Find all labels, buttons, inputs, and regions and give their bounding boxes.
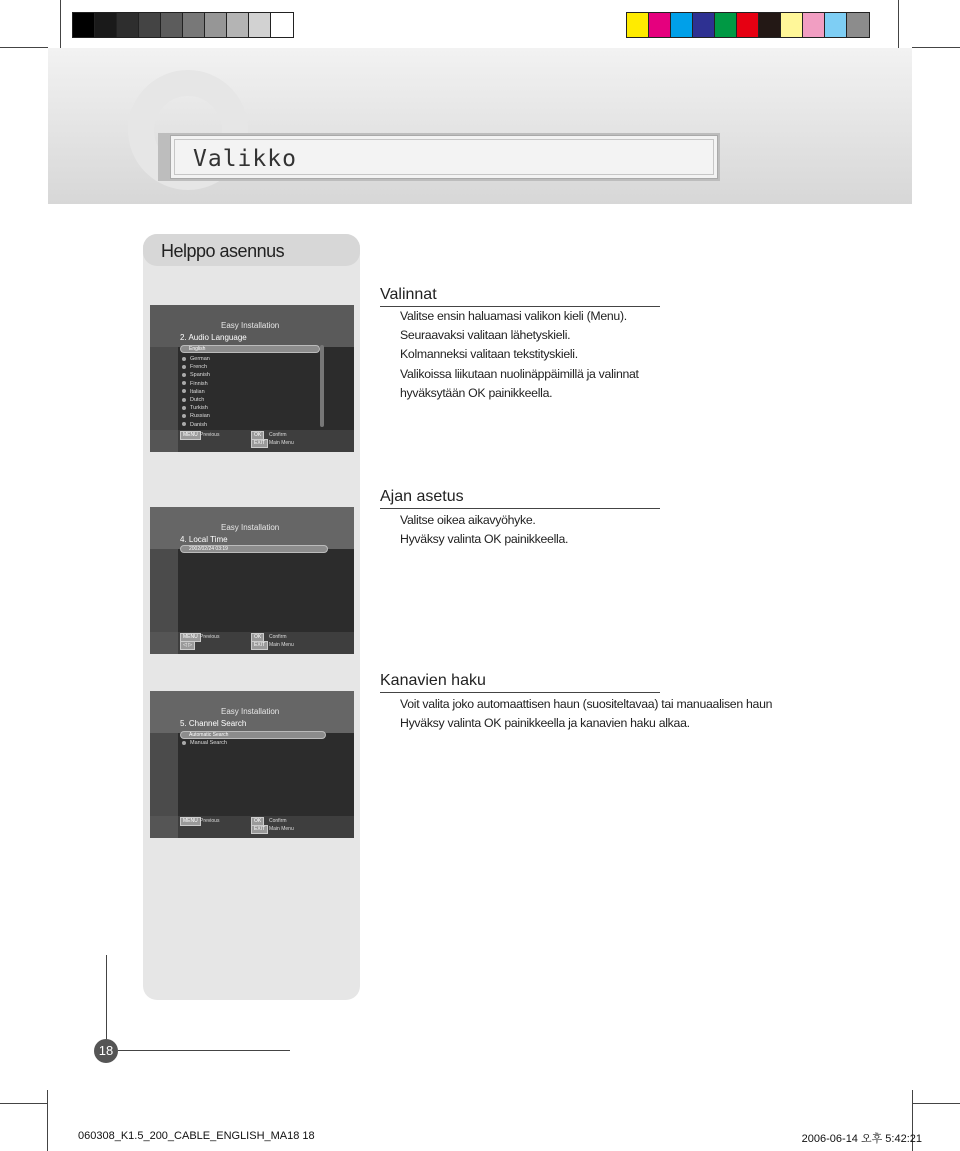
swatch xyxy=(183,13,205,37)
list-item: Russian xyxy=(182,413,210,419)
screenshot-channel-search xyxy=(150,691,354,838)
exit-key: EXIT xyxy=(251,641,268,650)
screen-title: Easy Installation xyxy=(221,321,280,330)
chapter-title-box xyxy=(158,133,720,181)
body-line: Voit valita joko automaattisen haun (suositeltavaa) tai manuaalisen haun xyxy=(400,697,773,711)
crop-mark xyxy=(912,1103,960,1104)
swatch xyxy=(737,13,759,37)
list-item: Danish xyxy=(182,422,207,428)
menu-key: MENU xyxy=(180,431,201,440)
list-item: Italian xyxy=(182,389,205,395)
page-title: Valikko xyxy=(193,146,297,172)
screen-step: 2. Audio Language xyxy=(180,333,247,342)
body-line: Hyväksy valinta OK painikkeella ja kanavien haku alkaa. xyxy=(400,716,690,731)
ok-key-label: Confirm xyxy=(269,634,287,640)
swatch xyxy=(715,13,737,37)
selected-item: English xyxy=(180,345,320,353)
section-heading: Valinnat xyxy=(380,286,437,303)
menu-key: MENU xyxy=(180,633,201,642)
exit-key: EXIT xyxy=(251,825,268,834)
screen-title: Easy Installation xyxy=(221,523,280,532)
crop-mark xyxy=(47,1090,48,1151)
body-line: Seuraavaksi valitaan lähetyskieli. xyxy=(400,328,571,343)
swatch xyxy=(825,13,847,37)
section-body xyxy=(400,511,568,549)
swatch xyxy=(249,13,271,37)
exit-key-label: Main Menu xyxy=(269,440,294,446)
swatch xyxy=(271,13,293,37)
sidebar-section-title: Helppo asennus xyxy=(161,241,285,261)
crop-mark xyxy=(118,1050,290,1051)
swatch xyxy=(759,13,781,37)
section-body xyxy=(400,307,639,403)
heading-rule xyxy=(380,508,660,509)
list-item: Manual Search xyxy=(182,740,227,746)
list-item: French xyxy=(182,364,207,370)
menu-key: MENU xyxy=(180,817,201,826)
crop-mark xyxy=(898,0,899,48)
body-line: Kolmanneksi valitaan tekstityskieli. xyxy=(400,347,578,362)
crop-mark xyxy=(60,0,61,48)
swatch xyxy=(117,13,139,37)
sidebar-section-header xyxy=(143,234,360,266)
footer-right: 2006-06-14 오후 5:42:21 xyxy=(801,1133,922,1145)
screen-step: 4. Local Time xyxy=(180,535,228,544)
grayscale-calibration-bar xyxy=(72,12,294,38)
swatch xyxy=(847,13,869,37)
body-line: hyväksytään OK painikkeella. xyxy=(400,385,553,400)
list-item: Dutch xyxy=(182,397,204,403)
ok-key: OK xyxy=(251,633,264,642)
swatch xyxy=(161,13,183,37)
nav-key: ◁ ▷ xyxy=(180,641,195,650)
body-line: Hyväksy valinta OK painikkeella. xyxy=(400,532,569,547)
section-heading: Kanavien haku xyxy=(380,672,486,689)
crop-mark xyxy=(0,1103,48,1104)
swatch xyxy=(627,13,649,37)
list-item: Turkish xyxy=(182,405,208,411)
color-calibration-bar xyxy=(626,12,870,38)
list-item: German xyxy=(182,356,210,362)
menu-key-label: Previous xyxy=(200,818,220,824)
screen-step: 5. Channel Search xyxy=(180,719,247,728)
selected-item: 2002/02/24 03:19 xyxy=(180,545,328,553)
list-item: Spanish xyxy=(182,372,210,378)
body-line: Valitse ensin haluamasi valikon kieli (Menu). xyxy=(400,309,627,323)
section-heading: Ajan asetus xyxy=(380,488,464,505)
swatch xyxy=(803,13,825,37)
scrollbar xyxy=(320,345,324,427)
swatch xyxy=(781,13,803,37)
swatch xyxy=(205,13,227,37)
swatch xyxy=(95,13,117,37)
swatch xyxy=(73,13,95,37)
swatch xyxy=(671,13,693,37)
body-line: Valikoissa liikutaan nuolinäppäimillä ja valinnat xyxy=(400,366,639,381)
ok-key: OK xyxy=(251,817,264,826)
ok-key: OK xyxy=(251,431,264,440)
footer-left: 060308_K1.5_200_CABLE_ENGLISH_MA18 18 xyxy=(78,1130,315,1142)
swatch xyxy=(139,13,161,37)
body-line: Valitse oikea aikavyöhyke. xyxy=(400,513,536,527)
exit-key: EXIT xyxy=(251,439,268,448)
menu-key-label: Previous xyxy=(200,432,220,438)
screenshot-local-time xyxy=(150,507,354,654)
list-item: Finnish xyxy=(182,381,208,387)
ok-key-label: Confirm xyxy=(269,432,287,438)
page-number: 18 xyxy=(94,1039,118,1063)
screen-title: Easy Installation xyxy=(221,707,280,716)
screenshot-audio-language xyxy=(150,305,354,452)
selected-item: Automatic Search xyxy=(180,731,326,739)
exit-key-label: Main Menu xyxy=(269,642,294,648)
swatch xyxy=(693,13,715,37)
ok-key-label: Confirm xyxy=(269,818,287,824)
exit-key-label: Main Menu xyxy=(269,826,294,832)
swatch xyxy=(227,13,249,37)
section-body xyxy=(400,695,772,733)
crop-mark xyxy=(106,955,107,1040)
swatch xyxy=(649,13,671,37)
crop-mark xyxy=(912,47,960,48)
crop-mark xyxy=(0,47,48,48)
menu-key-label: Previous xyxy=(200,634,220,640)
heading-rule xyxy=(380,692,660,693)
